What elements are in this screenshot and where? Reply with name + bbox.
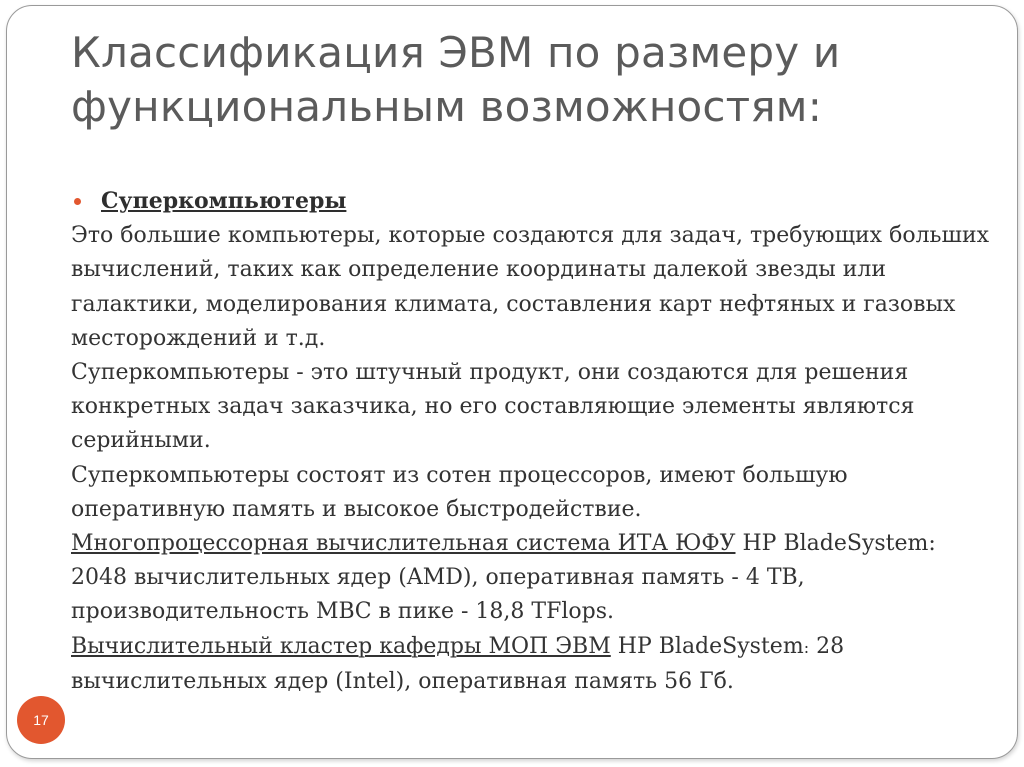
slide-title: Классификация ЭВМ по размеру и функциональным возможностям: [71,28,841,131]
slide-body [71,184,991,699]
page-number-badge: 17 [17,696,65,744]
example-ita-yufu [71,527,991,630]
paragraph-structure: Суперкомпьютеры состоят из сотен процессоров, имеют большую оперативную память и высокое быстродействие. [71,462,848,522]
example-mop-evm-link[interactable]: Вычислительный кластер кафедры МОП ЭВМ [71,633,611,659]
bullet-icon [74,198,81,205]
example-ita-yufu-link[interactable]: Многопроцессорная вычислительная система ИТА ЮФУ [71,531,736,557]
example-mop-evm [71,630,991,699]
slide [6,5,1018,759]
example-mop-evm-colon: : [803,637,810,657]
example-ita-yufu-text: HP BladeSystem: 2048 вычислительных ядер (AMD), оперативная память - 4 ТВ, производительность МВС в пике - 18,8 TFlops. [71,531,936,625]
example-mop-evm-text-b: 28 вычислительных ядер (Intel), оперативная память 56 Гб. [71,633,845,694]
bullet-heading: Суперкомпьютеры [101,188,347,214]
example-mop-evm-text-a: HP BladeSystem [610,633,804,659]
paragraph-product: Суперкомпьютеры - это штучный продукт, они создаются для решения конкретных задач заказчика, но его составляющие элементы являются серийными. [71,360,915,454]
paragraph-definition: Это большие компьютеры, которые создаются для задач, требующих больших вычислений, таких как определение координаты далекой звезды или галактики, моделирования климата, составления карт нефтяных и газовых месторождений и т.д. [71,223,990,351]
bullet-item [71,184,991,219]
